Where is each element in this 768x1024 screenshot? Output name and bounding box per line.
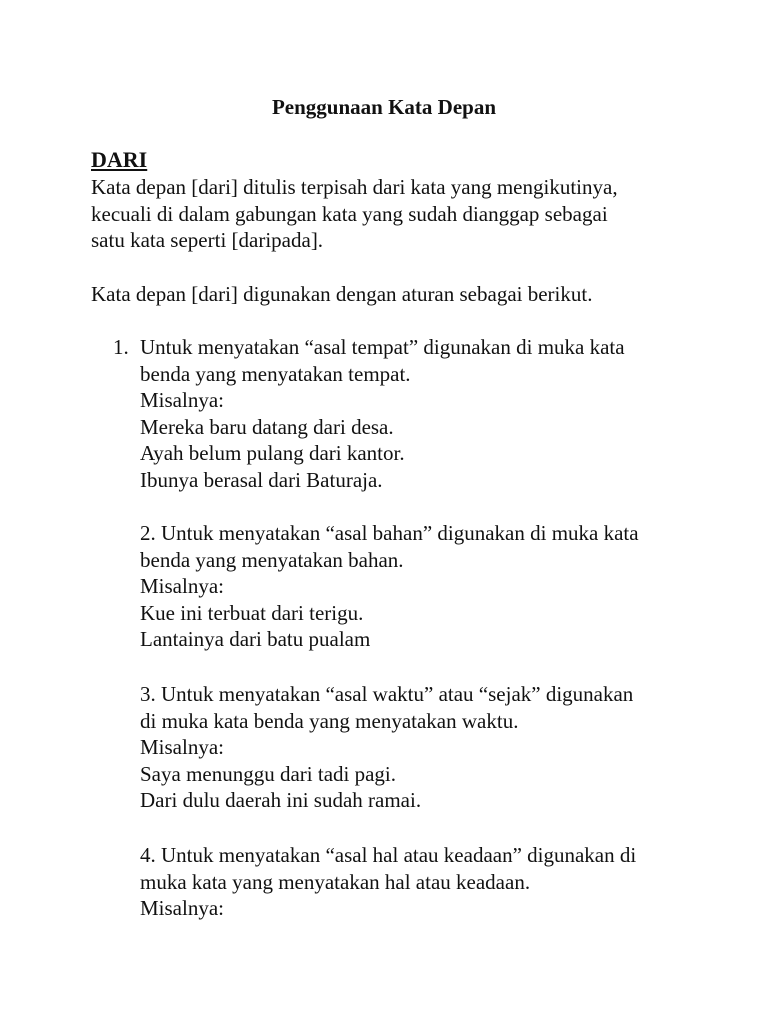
intro-line: satu kata seperti [daripada]. bbox=[91, 228, 324, 252]
list-item-line: muka kata yang menyatakan hal atau keadaan. bbox=[140, 869, 531, 894]
list-item bbox=[113, 334, 625, 493]
intro-line: kecuali di dalam gabungan kata yang sudah dianggap sebagai bbox=[91, 201, 608, 226]
rule-intro-paragraph: Kata depan [dari] digunakan dengan aturan sebagai berikut. bbox=[91, 282, 593, 306]
list-item-first-line bbox=[140, 681, 633, 708]
list-item-number: 3. bbox=[140, 682, 156, 706]
intro-line: Kata depan [dari] ditulis terpisah dari kata yang mengikutinya, bbox=[91, 175, 618, 199]
list-item-line: Untuk menyatakan “asal tempat” digunakan di muka kata bbox=[140, 335, 625, 359]
example-label: Misalnya: bbox=[140, 735, 224, 759]
list-item-first-line bbox=[140, 520, 639, 547]
list-item-line: benda yang menyatakan bahan. bbox=[140, 547, 404, 572]
section-heading: DARI bbox=[91, 147, 148, 172]
list-item bbox=[140, 842, 636, 922]
list-item-first-line bbox=[140, 842, 636, 869]
example-sentence: Ibunya berasal dari Baturaja. bbox=[140, 467, 383, 492]
document-title: Penggunaan Kata Depan bbox=[271, 95, 497, 119]
intro-paragraph bbox=[91, 174, 618, 254]
list-item-line: Untuk menyatakan “asal hal atau keadaan” digunakan di bbox=[161, 843, 637, 867]
example-sentence: Lantainya dari batu pualam bbox=[140, 627, 371, 651]
list-item-number: 4. bbox=[140, 843, 156, 867]
example-sentence: Mereka baru datang dari desa. bbox=[140, 414, 394, 439]
list-item-number: 2. bbox=[140, 521, 156, 545]
list-item-number: 1. bbox=[113, 335, 129, 359]
example-sentence: Kue ini terbuat dari terigu. bbox=[140, 600, 364, 625]
example-sentence: Ayah belum pulang dari kantor. bbox=[140, 441, 405, 465]
list-item-line: Untuk menyatakan “asal bahan” digunakan di muka kata bbox=[161, 521, 639, 545]
list-item-line: di muka kata benda yang menyatakan waktu. bbox=[140, 708, 519, 733]
list-item-line: Untuk menyatakan “asal waktu” atau “sejak” digunakan bbox=[161, 682, 634, 706]
example-label: Misalnya: bbox=[140, 388, 224, 412]
example-sentence: Dari dulu daerah ini sudah ramai. bbox=[140, 788, 422, 812]
example-label: Misalnya: bbox=[140, 896, 224, 920]
example-sentence: Saya menunggu dari tadi pagi. bbox=[140, 761, 397, 786]
list-item bbox=[140, 681, 633, 814]
example-label: Misalnya: bbox=[140, 574, 224, 598]
list-item-line: benda yang menyatakan tempat. bbox=[140, 361, 411, 386]
list-item bbox=[140, 520, 639, 653]
